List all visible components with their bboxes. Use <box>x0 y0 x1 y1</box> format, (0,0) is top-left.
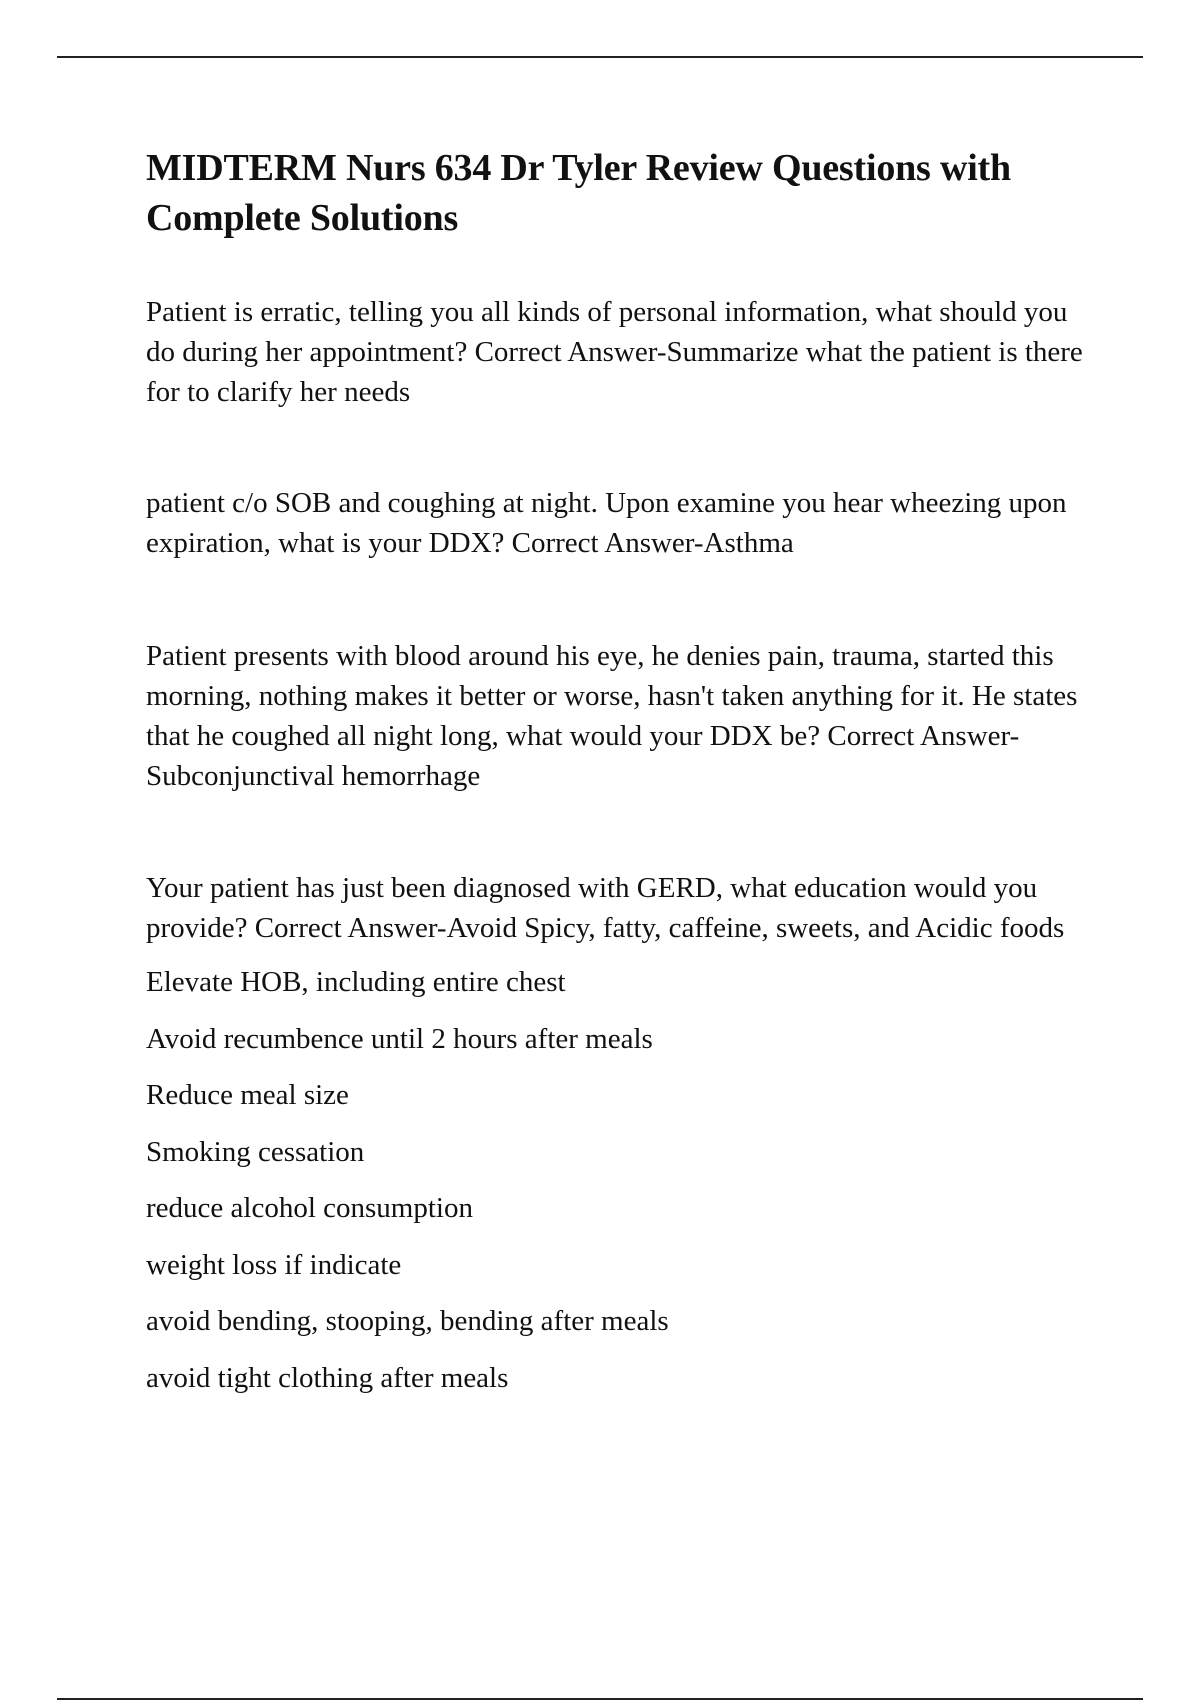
list-item: Reduce meal size <box>146 1079 349 1111</box>
list-item: weight loss if indicate <box>146 1248 402 1281</box>
list-item: avoid bending, stooping, bending after meals <box>146 1305 669 1337</box>
list-item: Elevate HOB, including entire chest <box>146 966 566 998</box>
question-gerd-education: Your patient has just been diagnosed with GERD, what education would you provide? Correct Answer-Avoid Spicy, fatty, caffeine, sweets, and Acidic foods <box>146 872 1065 944</box>
document-title: MIDTERM Nurs 634 Dr Tyler Review Questions with Complete Solutions <box>146 147 1011 239</box>
list-item: reduce alcohol consumption <box>146 1192 473 1224</box>
question-subconjunctival-hemorrhage: Patient presents with blood around his eye, he denies pain, trauma, started this morning, nothing makes it better or worse, hasn't taken anything for it. He states that he coughed all night long, what would your DDX be? Correct Answer-Subconjunctival hemorrhage <box>146 640 1078 792</box>
list-item: Avoid recumbence until 2 hours after meals <box>146 1022 653 1055</box>
document-body <box>146 143 1096 1414</box>
top-divider <box>57 56 1143 58</box>
gerd-tips-list <box>146 962 1096 1398</box>
question-erratic-patient: Patient is erratic, telling you all kinds of personal information, what should you do during her appointment? Correct Answer-Summarize what the patient is there for to clarify her needs <box>146 296 1083 408</box>
question-asthma: patient c/o SOB and coughing at night. Upon examine you hear wheezing upon expiration, what is your DDX? Correct Answer-Asthma <box>146 487 1067 559</box>
list-item: avoid tight clothing after meals <box>146 1361 509 1394</box>
list-item: Smoking cessation <box>146 1135 365 1168</box>
